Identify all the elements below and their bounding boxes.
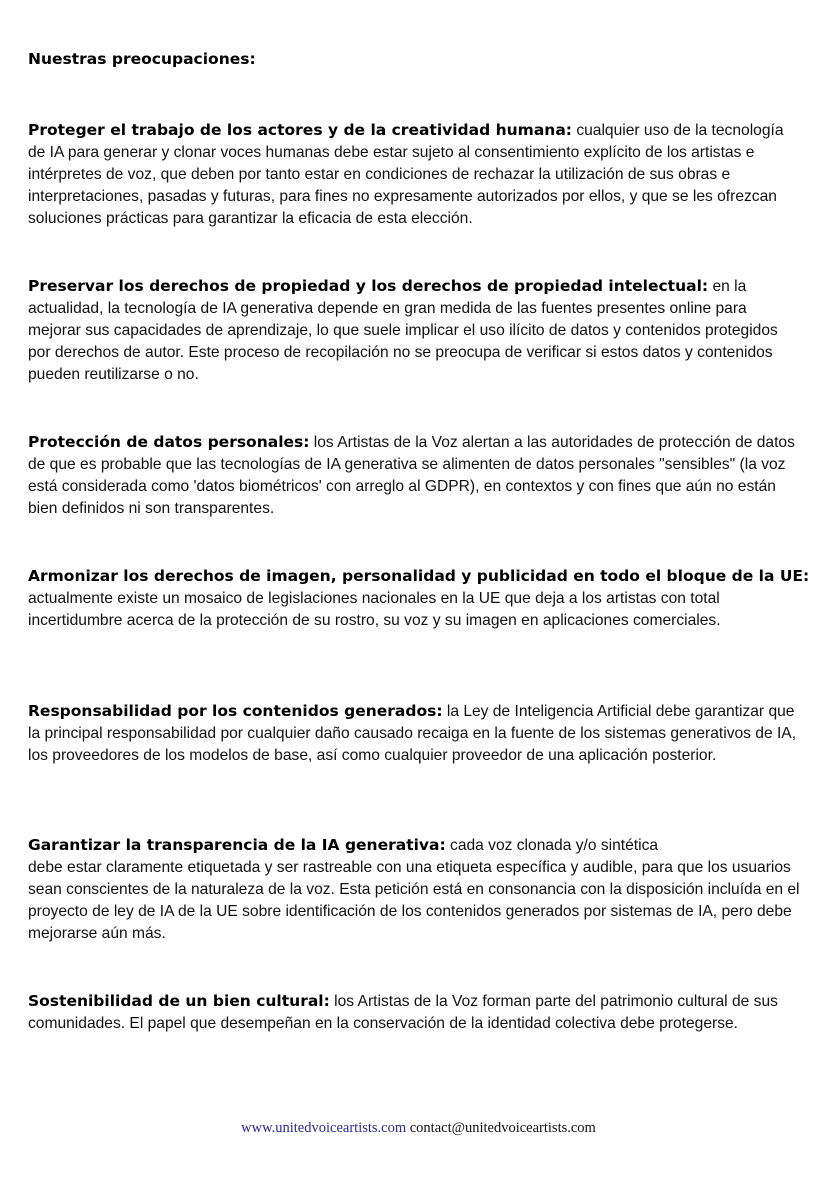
concern-body: en la actualidad, la tecnología de IA generativa depende en gran medida de las fuentes presentes online para mejorar sus capacidades de aprendizaje, lo que suele implicar el uso ilícito de datos y contenidos protegidos por derechos de autor. Este proceso de recopilación no se preocupa de verificar si estos datos y contenidos pueden reutilizarse o no. xyxy=(28,278,778,383)
concern-body: debe estar claramente etiquetada y ser rastreable con una etiqueta específica y audible, para que los usuarios sean conscientes de la naturaleza de la voz. Esta petición está en consonancia con la disposición incluída en el proyecto de ley de IA de la UE sobre identificación de los contenidos generados por sistemas de IA, pero debe mejorarse aún más. xyxy=(28,859,800,942)
concern-body: cualquier uso de la tecnología de IA para generar y clonar voces humanas debe estar sujeto al consentimiento explícito de los artistas e intérpretes de voz, que deben por tanto estar en condiciones de rechazar la utilización de sus obras e interpretaciones, pasadas y futuras, para fines no expresamente autorizados por ellos, y que se les ofrezcan soluciones prácticas para garantizar la eficacia de esta elección. xyxy=(28,122,784,227)
concern-body: la Ley de Inteligencia Artificial debe garantizar que la principal responsabilidad por cualquier daño causado recaiga en la fuente de los sistemas generativos de IA, los proveedores de los modelos de base, así como cualquier proveedor de una aplicación posterior. xyxy=(28,703,797,764)
concern-paragraph xyxy=(28,119,803,230)
concern-paragraph xyxy=(28,565,813,632)
concern-paragraph xyxy=(28,834,803,945)
concern-title: Sostenibilidad de un bien cultural: xyxy=(28,992,330,1010)
concern-title: Garantizar la transparencia de la IA generativa: xyxy=(28,836,446,854)
document-heading: Nuestras preocupaciones: xyxy=(28,50,256,68)
page-footer xyxy=(0,1120,837,1137)
concern-paragraph xyxy=(28,275,803,386)
concern-body: actualmente existe un mosaico de legislaciones nacionales en la UE que deja a los artistas con total incertidumbre acerca de la protección de su rostro, su voz y su imagen en aplicaciones comerciales. xyxy=(28,590,721,629)
concern-body: los Artistas de la Voz forman parte del patrimonio cultural de sus comunidades. El papel que desempeñan en la conservación de la identidad colectiva debe protegerse. xyxy=(28,993,778,1032)
concern-title: Proteger el trabajo de los actores y de la creatividad humana: xyxy=(28,121,572,139)
concern-title: Armonizar los derechos de imagen, personalidad y publicidad en todo el bloque de la UE: xyxy=(28,567,810,585)
concern-body-first-line: cada voz clonada y/o sintética xyxy=(445,837,659,854)
website-link[interactable]: www.unitedvoiceartists.com xyxy=(241,1120,407,1136)
concern-paragraph xyxy=(28,431,803,520)
concern-paragraph xyxy=(28,990,803,1035)
concern-title: Protección de datos personales: xyxy=(28,433,310,451)
concern-body: los Artistas de la Voz alertan a las autoridades de protección de datos de que es probable que las tecnologías de IA generativa se alimenten de datos personales "sensibles" (la voz está considerada como 'datos biométricos' con arreglo al GDPR), en contextos y con fines que aún no están bien definidos ni son transparentes. xyxy=(28,434,795,517)
concern-title: Responsabilidad por los contenidos generados: xyxy=(28,702,443,720)
concern-paragraph xyxy=(28,700,803,767)
contact-email[interactable]: contact@unitedvoiceartists.com xyxy=(409,1120,596,1136)
concern-title: Preservar los derechos de propiedad y los derechos de propiedad intelectual: xyxy=(28,277,709,295)
